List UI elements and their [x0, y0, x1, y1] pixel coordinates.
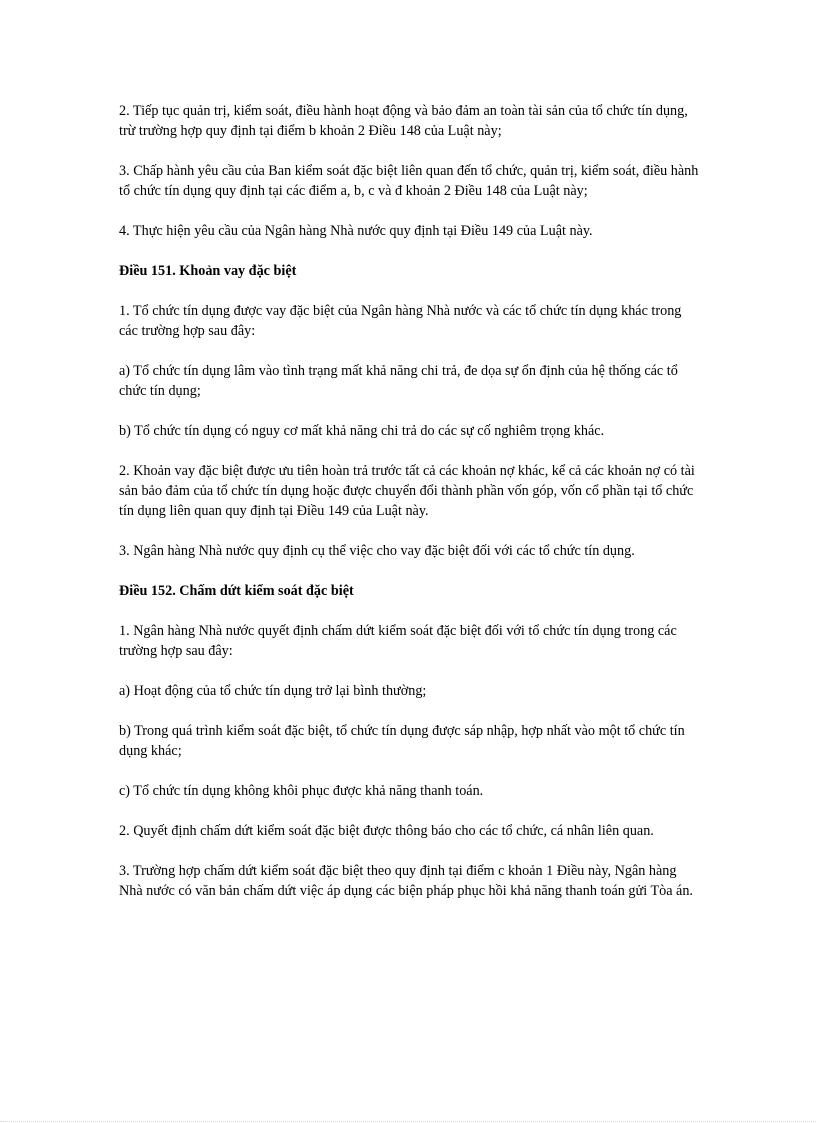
paragraph: 3. Ngân hàng Nhà nước quy định cụ thể việc cho vay đặc biệt đối với các tổ chức tín dụng.	[119, 543, 635, 559]
paragraph: a) Hoạt động của tổ chức tín dụng trở lại bình thường;	[119, 683, 427, 699]
paragraph: 2. Khoản vay đặc biệt được ưu tiên hoàn trả trước tất cả các khoản nợ khác, kể cả các khoản nợ có tài sản bảo đảm của tổ chức tín dụng hoặc được chuyển đổi thành phần vốn góp, vốn cổ phần tại tổ chức tín dụng liên quan quy định tại Điều 149 của Luật này.	[119, 463, 695, 519]
paragraph: 3. Trường hợp chấm dứt kiểm soát đặc biệt theo quy định tại điểm c khoản 1 Điều này, Ngân hàng Nhà nước có văn bản chấm dứt việc áp dụng các biện pháp phục hồi khả năng thanh toán gửi Tòa án.	[119, 863, 693, 899]
paragraph: 1. Tổ chức tín dụng được vay đặc biệt của Ngân hàng Nhà nước và các tổ chức tín dụng khác trong các trường hợp sau đây:	[119, 303, 682, 339]
paragraph: 4. Thực hiện yêu cầu của Ngân hàng Nhà nước quy định tại Điều 149 của Luật này.	[119, 223, 593, 239]
article-heading: Điều 152. Chấm dứt kiểm soát đặc biệt	[119, 583, 354, 599]
paragraph: 2. Quyết định chấm dứt kiểm soát đặc biệt được thông báo cho các tổ chức, cá nhân liên quan.	[119, 823, 654, 839]
paragraph: 2. Tiếp tục quản trị, kiểm soát, điều hành hoạt động và bảo đảm an toàn tài sản của tổ chức tín dụng, trừ trường hợp quy định tại điểm b khoản 2 Điều 148 của Luật này;	[119, 103, 688, 139]
paragraph: 1. Ngân hàng Nhà nước quyết định chấm dứt kiểm soát đặc biệt đối với tổ chức tín dụng trong các trường hợp sau đây:	[119, 623, 677, 659]
page-bottom-border	[0, 1121, 816, 1122]
document-body	[119, 101, 699, 921]
paragraph: a) Tổ chức tín dụng lâm vào tình trạng mất khả năng chi trả, đe dọa sự ổn định của hệ thống các tổ chức tín dụng;	[119, 363, 678, 399]
paragraph: 3. Chấp hành yêu cầu của Ban kiểm soát đặc biệt liên quan đến tổ chức, quản trị, kiểm soát, điều hành tổ chức tín dụng quy định tại các điểm a, b, c và đ khoản 2 Điều 148 của Luật này;	[119, 163, 699, 199]
paragraph: b) Trong quá trình kiểm soát đặc biệt, tổ chức tín dụng được sáp nhập, hợp nhất vào một tổ chức tín dụng khác;	[119, 723, 685, 759]
paragraph: c) Tổ chức tín dụng không khôi phục được khả năng thanh toán.	[119, 783, 484, 799]
article-heading: Điều 151. Khoản vay đặc biệt	[119, 263, 297, 279]
paragraph: b) Tổ chức tín dụng có nguy cơ mất khả năng chi trả do các sự cố nghiêm trọng khác.	[119, 423, 605, 439]
